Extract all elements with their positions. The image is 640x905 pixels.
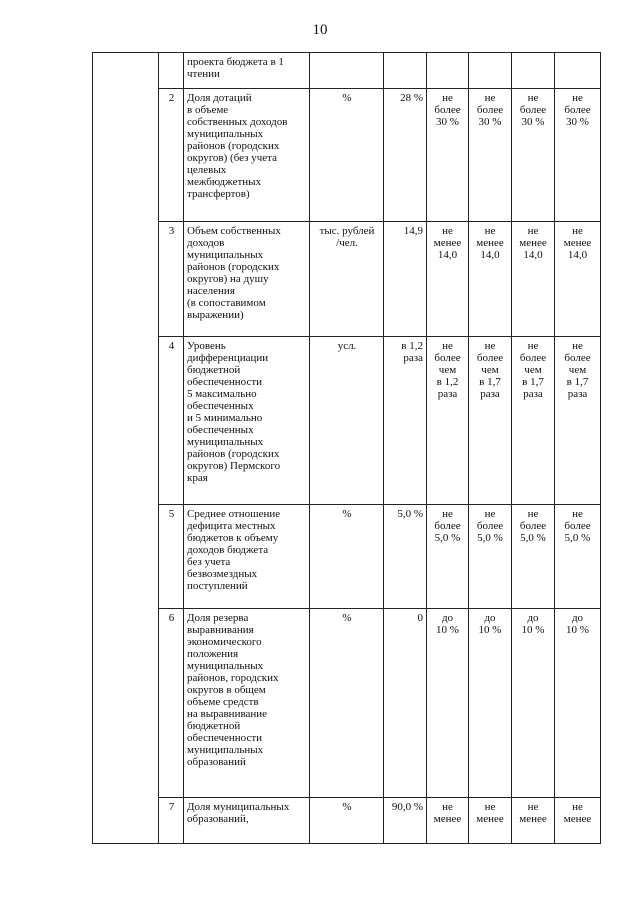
year2-cell [469,89,512,222]
year1-line: до [441,612,454,624]
year2-line: менее [476,813,504,825]
year4-line: более [564,520,591,532]
year4-line: менее [563,813,592,825]
year3-line: чем [524,364,542,376]
indicator-line: доходов [187,237,225,249]
indicator-line: районов (городских [187,140,280,152]
year2-line: 14,0 [480,249,500,261]
year3-cell [512,609,555,798]
unit-cell [310,505,384,609]
year3-line: не [527,340,539,352]
indicator-line: края [187,472,208,484]
indicator-line: муниципальных [187,660,264,672]
year1-cell [427,609,469,798]
year4-cell [555,609,601,798]
indicator-line: бюджетов к объему [187,532,279,544]
row-number-cell: 3 [159,222,184,337]
year4-line: не [572,508,583,520]
year4-cell [555,89,601,222]
year3-cell [512,798,555,844]
year3-line: 10 % [521,624,545,636]
indicators-table [92,52,601,844]
year2-line: не [484,801,496,813]
row-number-cell [159,53,184,89]
indicator-line: без учета [187,556,231,568]
indicator-cell [184,53,310,89]
year4-cell [555,798,601,844]
year4-cell [555,53,601,89]
indicator-line: муниципальных [187,249,264,261]
indicator-line: населения [187,285,235,297]
year3-cell [512,505,555,609]
year1-line: 10 % [436,624,459,636]
year2-cell [469,337,512,505]
indicator-line: обеспеченности [187,732,263,744]
indicator-line: проекта бюджета в 1 [187,56,284,68]
year3-line: менее [519,813,547,825]
indicator-line: (в сопоставимом [187,297,266,309]
unit-line: тыс. рублей [319,225,375,237]
indicator-cell [184,609,310,798]
unit-line: % [342,801,352,813]
year4-line: чем [568,364,587,376]
indicator-line: в объеме [187,104,229,116]
year2-cell [469,505,512,609]
year1-cell [427,89,469,222]
base-value-line: 5,0 % [397,508,423,520]
year4-cell [555,505,601,609]
year1-line: не [442,801,453,813]
indicator-line: дефицита местных [187,520,276,532]
indicator-line: на выравнивание [187,708,268,720]
base-value-line: 0 [417,612,423,624]
year3-cell [512,337,555,505]
year2-cell [469,222,512,337]
indicator-line: Доля резерва [187,612,249,624]
year1-line: более [434,520,461,532]
year1-line: чем [438,364,457,376]
unit-cell [310,337,384,505]
year3-cell [512,53,555,89]
year4-line: до [571,612,584,624]
indicator-cell [184,505,310,609]
indicator-line: округов в общем [187,684,266,696]
year1-cell [427,505,469,609]
year4-cell [555,222,601,337]
indicator-line: безвозмездных [187,568,258,580]
indicator-line: районов (городских [187,448,280,460]
year4-line: в 1,7 [566,376,589,388]
year3-line: менее [519,237,547,249]
year2-line: в 1,7 [479,376,501,388]
indicator-line: Доля муниципальных [187,801,290,813]
year4-line: не [572,92,583,104]
year3-line: не [527,801,539,813]
indicator-line: обеспеченных [187,424,254,436]
merged-left-cell [93,53,159,844]
unit-cell [310,89,384,222]
indicator-line: экономического [187,636,262,648]
year2-line: не [484,225,496,237]
indicator-cell [184,337,310,505]
year1-line: менее [433,813,462,825]
year2-cell [469,53,512,89]
base-value-cell [384,337,427,505]
indicator-line: Уровень [187,340,226,352]
year2-line: до [484,612,496,624]
year3-line: более [519,104,547,116]
year1-line: не [442,225,453,237]
year2-line: более [476,104,504,116]
indicator-line: обеспеченных [187,400,254,412]
indicator-line: 5 максимально [187,388,257,400]
year3-cell [512,89,555,222]
year4-line: раза [567,388,588,400]
year2-line: менее [476,237,504,249]
year2-line: 10 % [478,624,502,636]
indicator-line: собственных доходов [187,116,288,128]
year3-line: в 1,7 [522,376,544,388]
base-value-cell [384,798,427,844]
base-value-cell [384,505,427,609]
row-number-cell: 4 [159,337,184,505]
year3-line: 5,0 % [520,532,546,544]
year3-line: более [519,520,547,532]
indicator-line: обеспеченности [187,376,263,388]
indicator-line: поступлений [187,580,248,592]
indicator-line: муниципальных [187,436,264,448]
year3-line: до [527,612,539,624]
indicator-line: бюджетной [187,720,241,732]
indicator-line: межбюджетных [187,176,262,188]
base-value-line: 90,0 % [391,801,423,813]
indicator-line: образований [187,756,246,768]
indicator-line: дифференциации [187,352,269,364]
unit-cell [310,609,384,798]
unit-cell [310,53,384,89]
indicator-line: выражении) [187,309,244,321]
table-row [93,222,601,337]
table-row-continuation [93,53,601,89]
year2-line: более [476,352,504,364]
year4-line: более [564,104,591,116]
year4-line: более [564,352,591,364]
year1-line: менее [433,237,462,249]
indicator-line: округов) на душу [187,273,269,285]
table-row [93,337,601,505]
unit-line: /чел. [336,237,358,249]
unit-cell [310,222,384,337]
base-value-cell [384,53,427,89]
indicator-line: Среднее отношение [187,508,281,520]
row-number-cell: 2 [159,89,184,222]
year3-line: раза [523,388,543,400]
year1-line: более [434,352,461,364]
year1-line: 5,0 % [434,532,461,544]
base-value-cell [384,609,427,798]
indicator-line: округов) (без учета [187,152,278,164]
year4-line: 14,0 [567,249,588,261]
page-number: 10 [312,22,328,38]
indicator-line: положения [187,648,239,660]
year4-line: не [572,801,583,813]
base-value-cell [384,89,427,222]
row-number-cell: 6 [159,609,184,798]
indicator-line: районов (городских [187,261,280,273]
indicator-line: и 5 минимально [187,412,263,424]
year1-line: 14,0 [437,249,458,261]
year1-cell [427,337,469,505]
year3-line: не [527,225,539,237]
table-row [93,609,601,798]
row-number-cell: 7 [159,798,184,844]
indicator-line: районов, городских [187,672,279,684]
indicator-line: образований, [187,813,249,825]
year1-line: не [442,340,453,352]
indicator-line: муниципальных [187,744,264,756]
unit-line: % [342,612,352,624]
base-value-line: 28 % [400,92,423,104]
year1-line: раза [437,388,458,400]
indicator-line: выравнивания [187,624,254,636]
year4-line: не [572,340,583,352]
year2-cell [469,609,512,798]
unit-line: % [342,92,352,104]
year4-line: 5,0 % [564,532,591,544]
year3-line: более [519,352,547,364]
year2-line: 30 % [478,116,502,128]
table-row [93,89,601,222]
year1-line: 30 % [436,116,459,128]
year1-cell [427,53,469,89]
indicator-line: трансфертов) [187,188,250,200]
year3-line: не [527,508,539,520]
year2-line: раза [480,388,500,400]
year1-line: более [434,104,461,116]
indicator-line: целевых [187,164,227,176]
year3-line: не [527,92,539,104]
indicator-line: доходов бюджета [187,544,269,556]
unit-cell [310,798,384,844]
year1-line: в 1,2 [436,376,459,388]
indicator-line: чтении [187,68,220,80]
base-value-line: 14,9 [403,225,423,237]
year1-cell [427,222,469,337]
indicator-cell [184,222,310,337]
indicator-line: бюджетной [187,364,241,376]
year4-line: 30 % [566,116,589,128]
table-row [93,505,601,609]
year4-line: менее [563,237,592,249]
base-value-line: в 1,2 [401,340,423,352]
year2-line: чем [481,364,499,376]
indicator-line: объеме средств [187,696,259,708]
year2-line: не [484,508,496,520]
year2-line: 5,0 % [477,532,503,544]
year1-line: не [442,92,453,104]
row-number-cell: 5 [159,505,184,609]
year1-cell [427,798,469,844]
year1-line: не [442,508,453,520]
base-value-line: раза [403,352,423,364]
year2-line: не [484,340,496,352]
year4-line: не [572,225,583,237]
indicator-cell [184,798,310,844]
year4-line: 10 % [566,624,589,636]
year3-line: 30 % [521,116,545,128]
year2-line: не [484,92,496,104]
indicator-line: округов) Пермского [187,460,281,472]
year3-cell [512,222,555,337]
indicator-line: муниципальных [187,128,264,140]
unit-line: % [342,508,352,520]
unit-line: усл. [337,340,357,352]
table-row [93,798,601,844]
base-value-cell [384,222,427,337]
year2-cell [469,798,512,844]
indicator-line: Объем собственных [187,225,281,237]
indicator-line: Доля дотаций [187,92,252,104]
year2-line: более [476,520,504,532]
indicator-cell [184,89,310,222]
year4-cell [555,337,601,505]
year3-line: 14,0 [523,249,543,261]
